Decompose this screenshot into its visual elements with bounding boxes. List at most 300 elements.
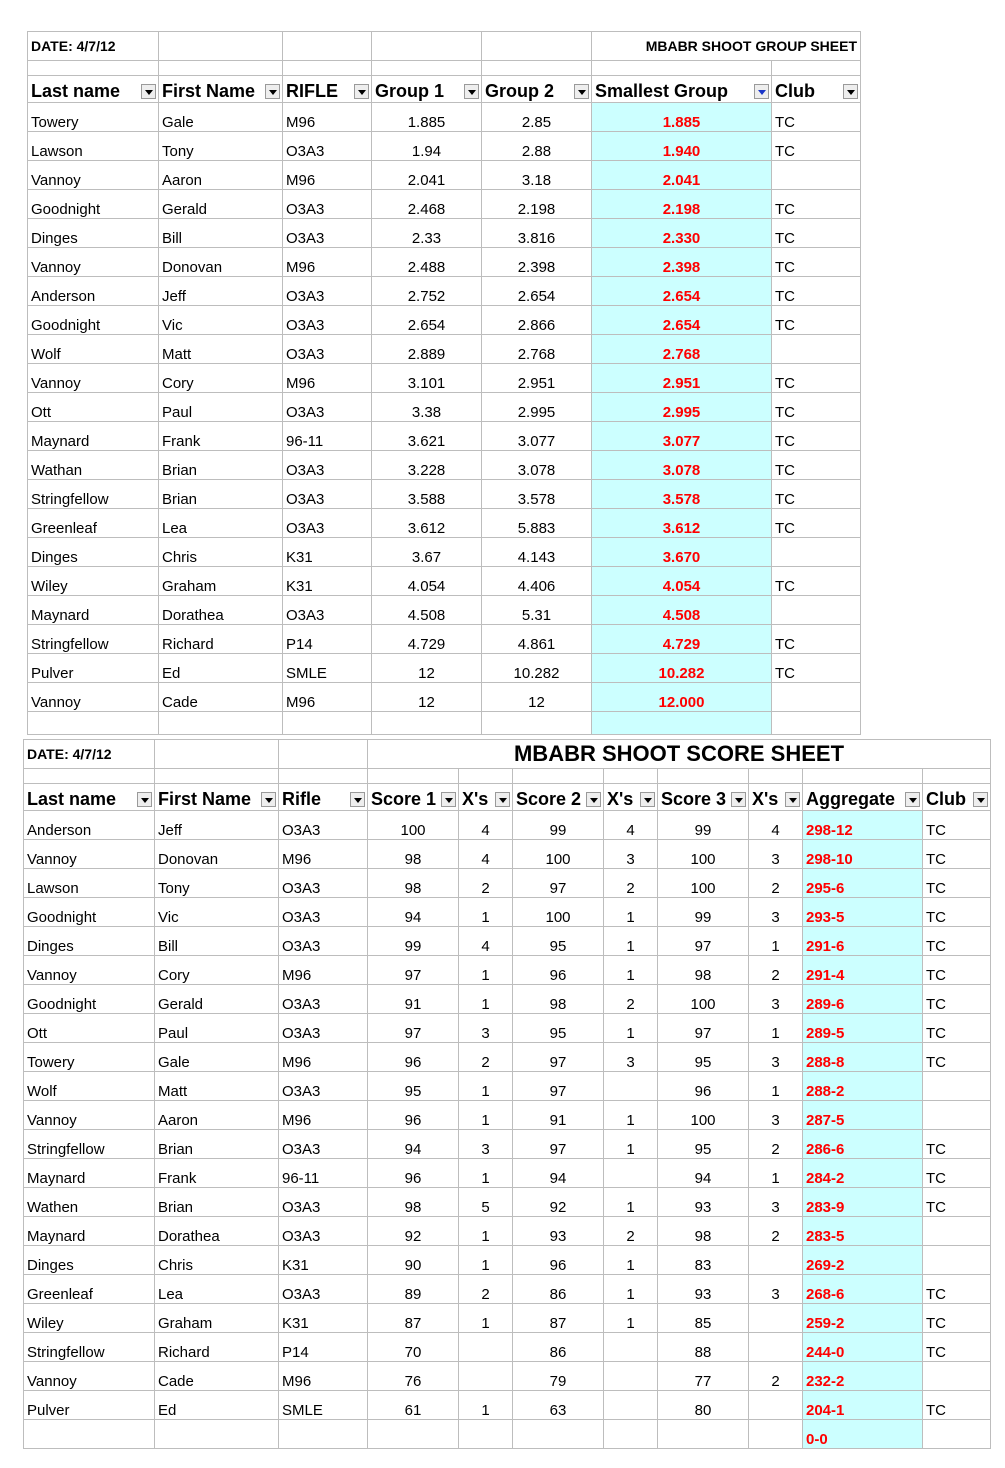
table-cell[interactable]: Bill	[159, 219, 283, 248]
table-cell[interactable]: 289-6	[803, 985, 923, 1014]
table-cell[interactable]: 2.866	[482, 306, 592, 335]
table-cell[interactable]: Maynard	[24, 1217, 155, 1246]
table-cell[interactable]: Vannoy	[28, 248, 159, 277]
table-cell[interactable]	[368, 1420, 459, 1449]
table-cell[interactable]: Greenleaf	[28, 509, 159, 538]
table-cell[interactable]: 99	[658, 898, 749, 927]
table-cell[interactable]: 1	[459, 956, 513, 985]
table-cell[interactable]: TC	[772, 509, 861, 538]
filter-dropdown-icon[interactable]	[265, 84, 280, 99]
table-cell[interactable]: Paul	[155, 1014, 279, 1043]
table-cell[interactable]: 295-6	[803, 869, 923, 898]
table-cell[interactable]	[772, 683, 861, 712]
table-cell[interactable]: 95	[513, 927, 604, 956]
table-cell[interactable]: 2.995	[592, 393, 772, 422]
table-cell[interactable]: Dorathea	[155, 1217, 279, 1246]
table-cell[interactable]: TC	[923, 869, 991, 898]
table-cell[interactable]: Maynard	[28, 422, 159, 451]
table-cell[interactable]: 3	[749, 1043, 803, 1072]
table-cell[interactable]: 2.330	[592, 219, 772, 248]
table-cell[interactable]: 99	[368, 927, 459, 956]
table-cell[interactable]: 2.33	[372, 219, 482, 248]
table-cell[interactable]: Vic	[159, 306, 283, 335]
table-cell[interactable]: M96	[283, 248, 372, 277]
table-cell[interactable]: 3.18	[482, 161, 592, 190]
table-cell[interactable]: Dinges	[28, 538, 159, 567]
table-cell[interactable]	[749, 1304, 803, 1333]
table-cell[interactable]: 10.282	[482, 654, 592, 683]
table-cell[interactable]: TC	[923, 1159, 991, 1188]
table-cell[interactable]: 2.85	[482, 103, 592, 132]
table-cell[interactable]: O3A3	[279, 1072, 368, 1101]
table-cell[interactable]	[459, 1333, 513, 1362]
table-cell[interactable]: 3	[749, 840, 803, 869]
table-cell[interactable]: 3.078	[482, 451, 592, 480]
table-cell[interactable]: TC	[923, 811, 991, 840]
table-cell[interactable]: 3	[749, 1101, 803, 1130]
table-cell[interactable]: Tony	[159, 132, 283, 161]
table-cell[interactable]: Wiley	[28, 567, 159, 596]
table-cell[interactable]: 3.38	[372, 393, 482, 422]
table-cell[interactable]: 1	[749, 1072, 803, 1101]
table-cell[interactable]: 204-1	[803, 1391, 923, 1420]
table-cell[interactable]: Graham	[155, 1304, 279, 1333]
table-cell[interactable]: 3	[749, 985, 803, 1014]
table-cell[interactable]: O3A3	[283, 451, 372, 480]
table-cell[interactable]: Cade	[155, 1362, 279, 1391]
table-cell[interactable]: TC	[772, 393, 861, 422]
table-cell[interactable]: M96	[279, 1043, 368, 1072]
filter-dropdown-icon[interactable]	[261, 792, 276, 807]
table-cell[interactable]: 97	[513, 1072, 604, 1101]
table-cell[interactable]: 3	[459, 1014, 513, 1043]
table-cell[interactable]: TC	[772, 567, 861, 596]
table-cell[interactable]: 3.816	[482, 219, 592, 248]
table-cell[interactable]: 70	[368, 1333, 459, 1362]
table-cell[interactable]: 291-6	[803, 927, 923, 956]
table-cell[interactable]: 3.621	[372, 422, 482, 451]
table-cell[interactable]: 2.041	[592, 161, 772, 190]
table-cell[interactable]: O3A3	[283, 393, 372, 422]
table-cell[interactable]: 268-6	[803, 1275, 923, 1304]
table-cell[interactable]: TC	[772, 451, 861, 480]
table-cell[interactable]: Chris	[155, 1246, 279, 1275]
table-cell[interactable]: Greenleaf	[24, 1275, 155, 1304]
table-cell[interactable]: O3A3	[283, 306, 372, 335]
table-cell[interactable]: 95	[513, 1014, 604, 1043]
table-cell[interactable]: O3A3	[279, 1275, 368, 1304]
table-cell[interactable]: Lawson	[24, 869, 155, 898]
table-cell[interactable]: 77	[658, 1362, 749, 1391]
table-cell[interactable]: O3A3	[279, 898, 368, 927]
table-cell[interactable]: 97	[513, 1130, 604, 1159]
table-cell[interactable]: O3A3	[283, 277, 372, 306]
table-cell[interactable]: Vannoy	[24, 840, 155, 869]
table-cell[interactable]: 4	[604, 811, 658, 840]
table-cell[interactable]: 2.654	[592, 306, 772, 335]
table-cell[interactable]: K31	[279, 1304, 368, 1333]
table-cell[interactable]: Brian	[159, 480, 283, 509]
table-cell[interactable]: TC	[772, 219, 861, 248]
table-cell[interactable]: 94	[368, 1130, 459, 1159]
table-cell[interactable]: 2	[749, 1217, 803, 1246]
table-cell[interactable]: 96	[513, 1246, 604, 1275]
table-cell[interactable]: 93	[513, 1217, 604, 1246]
table-cell[interactable]: Goodnight	[24, 898, 155, 927]
table-cell[interactable]: Pulver	[24, 1391, 155, 1420]
table-cell[interactable]: TC	[923, 1188, 991, 1217]
table-cell[interactable]: TC	[772, 248, 861, 277]
table-cell[interactable]: Stringfellow	[24, 1130, 155, 1159]
table-cell[interactable]: O3A3	[279, 1014, 368, 1043]
table-cell[interactable]: 98	[368, 869, 459, 898]
table-cell[interactable]: 97	[658, 927, 749, 956]
table-cell[interactable]	[604, 1072, 658, 1101]
table-cell[interactable]: 287-5	[803, 1101, 923, 1130]
table-cell[interactable]: 289-5	[803, 1014, 923, 1043]
table-cell[interactable]: 2	[604, 1217, 658, 1246]
table-cell[interactable]: 98	[658, 956, 749, 985]
table-cell[interactable]: 2.198	[482, 190, 592, 219]
table-cell[interactable]: 98	[368, 1188, 459, 1217]
table-cell[interactable]	[372, 712, 482, 735]
table-cell[interactable]: Chris	[159, 538, 283, 567]
table-cell[interactable]: 1	[459, 1246, 513, 1275]
table-cell[interactable]: P14	[283, 625, 372, 654]
table-cell[interactable]: 10.282	[592, 654, 772, 683]
filter-dropdown-icon[interactable]	[137, 792, 152, 807]
table-cell[interactable]: 4	[459, 840, 513, 869]
table-cell[interactable]	[749, 1333, 803, 1362]
table-cell[interactable]: 269-2	[803, 1246, 923, 1275]
table-cell[interactable]: 2	[749, 1362, 803, 1391]
table-cell[interactable]: O3A3	[283, 132, 372, 161]
table-cell[interactable]	[604, 1159, 658, 1188]
table-cell[interactable]: TC	[923, 1304, 991, 1333]
table-cell[interactable]: 1	[604, 898, 658, 927]
table-cell[interactable]: 1	[604, 1101, 658, 1130]
table-cell[interactable]: O3A3	[283, 480, 372, 509]
filter-dropdown-icon[interactable]	[464, 84, 479, 99]
table-cell[interactable]	[772, 335, 861, 364]
table-cell[interactable]: 4	[749, 811, 803, 840]
table-cell[interactable]: 97	[513, 869, 604, 898]
table-cell[interactable]	[459, 1420, 513, 1449]
table-cell[interactable]: M96	[279, 1362, 368, 1391]
table-cell[interactable]: 1	[459, 898, 513, 927]
table-cell[interactable]: 2.768	[592, 335, 772, 364]
table-cell[interactable]: 100	[658, 985, 749, 1014]
table-cell[interactable]: Vannoy	[28, 683, 159, 712]
table-cell[interactable]	[923, 1420, 991, 1449]
table-cell[interactable]: 244-0	[803, 1333, 923, 1362]
table-cell[interactable]: 96	[368, 1043, 459, 1072]
table-cell[interactable]: 4.508	[372, 596, 482, 625]
table-cell[interactable]: Gerald	[159, 190, 283, 219]
table-cell[interactable]: 283-5	[803, 1217, 923, 1246]
table-cell[interactable]: 95	[658, 1130, 749, 1159]
table-cell[interactable]: 94	[368, 898, 459, 927]
table-cell[interactable]	[155, 1420, 279, 1449]
table-cell[interactable]: 2	[459, 869, 513, 898]
table-cell[interactable]	[772, 538, 861, 567]
table-cell[interactable]: 97	[658, 1014, 749, 1043]
table-cell[interactable]: 3.67	[372, 538, 482, 567]
table-cell[interactable]: 2.654	[482, 277, 592, 306]
table-cell[interactable]: 91	[513, 1101, 604, 1130]
table-cell[interactable]: O3A3	[279, 1217, 368, 1246]
table-cell[interactable]	[749, 1246, 803, 1275]
table-cell[interactable]: Richard	[155, 1333, 279, 1362]
table-cell[interactable]: SMLE	[279, 1391, 368, 1420]
table-cell[interactable]: 2.654	[592, 277, 772, 306]
table-cell[interactable]	[513, 1420, 604, 1449]
table-cell[interactable]: 4.508	[592, 596, 772, 625]
filter-dropdown-icon[interactable]	[574, 84, 589, 99]
table-cell[interactable]: 5.31	[482, 596, 592, 625]
filter-dropdown-icon[interactable]	[495, 792, 510, 807]
table-cell[interactable]: 1	[459, 1159, 513, 1188]
table-cell[interactable]: K31	[279, 1246, 368, 1275]
table-cell[interactable]: 1	[749, 1159, 803, 1188]
table-cell[interactable]: Cory	[159, 364, 283, 393]
table-cell[interactable]: 2.889	[372, 335, 482, 364]
table-cell[interactable]: Brian	[155, 1188, 279, 1217]
table-cell[interactable]: Tony	[155, 869, 279, 898]
table-cell[interactable]: TC	[923, 898, 991, 927]
table-cell[interactable]: 1	[459, 1072, 513, 1101]
table-cell[interactable]: 12	[372, 683, 482, 712]
table-cell[interactable]: 99	[513, 811, 604, 840]
table-cell[interactable]: Donovan	[159, 248, 283, 277]
table-cell[interactable]: 1	[604, 1246, 658, 1275]
table-cell[interactable]	[749, 1391, 803, 1420]
table-cell[interactable]: 98	[513, 985, 604, 1014]
table-cell[interactable]: Cade	[159, 683, 283, 712]
table-cell[interactable]: 3	[749, 1275, 803, 1304]
table-cell[interactable]: 5.883	[482, 509, 592, 538]
table-cell[interactable]: 1	[604, 1304, 658, 1333]
filter-dropdown-icon[interactable]	[586, 792, 601, 807]
table-cell[interactable]: 12.000	[592, 683, 772, 712]
table-cell[interactable]: Anderson	[28, 277, 159, 306]
table-cell[interactable]: 93	[658, 1188, 749, 1217]
table-cell[interactable]: M96	[283, 161, 372, 190]
table-cell[interactable]	[923, 1217, 991, 1246]
table-cell[interactable]: Lawson	[28, 132, 159, 161]
table-cell[interactable]: 92	[513, 1188, 604, 1217]
table-cell[interactable]: TC	[923, 927, 991, 956]
table-cell[interactable]: 1.885	[372, 103, 482, 132]
table-cell[interactable]: 2.951	[482, 364, 592, 393]
table-cell[interactable]: Paul	[159, 393, 283, 422]
table-cell[interactable]: Brian	[155, 1130, 279, 1159]
table-cell[interactable]: Jeff	[155, 811, 279, 840]
table-cell[interactable]: Ed	[159, 654, 283, 683]
table-cell[interactable]: 4.729	[592, 625, 772, 654]
table-cell[interactable]: 3.670	[592, 538, 772, 567]
table-cell[interactable]: O3A3	[279, 869, 368, 898]
table-cell[interactable]: TC	[923, 1333, 991, 1362]
table-cell[interactable]: 95	[368, 1072, 459, 1101]
table-cell[interactable]: 2.88	[482, 132, 592, 161]
table-cell[interactable]: 12	[372, 654, 482, 683]
table-cell[interactable]: 61	[368, 1391, 459, 1420]
table-cell[interactable]: Richard	[159, 625, 283, 654]
table-cell[interactable]: 96	[658, 1072, 749, 1101]
table-cell[interactable]: TC	[772, 625, 861, 654]
table-cell[interactable]: 96	[513, 956, 604, 985]
table-cell[interactable]: TC	[923, 1275, 991, 1304]
table-cell[interactable]: K31	[283, 567, 372, 596]
table-cell[interactable]: Wiley	[24, 1304, 155, 1333]
table-cell[interactable]: 3.077	[482, 422, 592, 451]
table-cell[interactable]: Towery	[28, 103, 159, 132]
table-cell[interactable]: TC	[923, 956, 991, 985]
table-cell[interactable]: 3	[749, 1188, 803, 1217]
table-cell[interactable]	[923, 1362, 991, 1391]
table-cell[interactable]: 96	[368, 1159, 459, 1188]
table-cell[interactable]: Bill	[155, 927, 279, 956]
table-cell[interactable]: 1	[749, 927, 803, 956]
table-cell[interactable]: 2	[459, 1043, 513, 1072]
filter-dropdown-icon[interactable]	[785, 792, 800, 807]
table-cell[interactable]: TC	[772, 364, 861, 393]
table-cell[interactable]: 4	[459, 811, 513, 840]
table-cell[interactable]: 63	[513, 1391, 604, 1420]
table-cell[interactable]: TC	[923, 1043, 991, 1072]
table-cell[interactable]: 232-2	[803, 1362, 923, 1391]
table-cell[interactable]: 0-0	[803, 1420, 923, 1449]
table-cell[interactable]: 97	[513, 1043, 604, 1072]
table-cell[interactable]: 87	[368, 1304, 459, 1333]
table-cell[interactable]: Graham	[159, 567, 283, 596]
table-cell[interactable]: 298-12	[803, 811, 923, 840]
table-cell[interactable]: O3A3	[279, 985, 368, 1014]
table-cell[interactable]: Frank	[155, 1159, 279, 1188]
table-cell[interactable]: Wolf	[24, 1072, 155, 1101]
table-cell[interactable]	[28, 712, 159, 735]
table-cell[interactable]	[459, 1362, 513, 1391]
table-cell[interactable]: Anderson	[24, 811, 155, 840]
table-cell[interactable]: Vic	[155, 898, 279, 927]
table-cell[interactable]: 90	[368, 1246, 459, 1275]
table-cell[interactable]: 259-2	[803, 1304, 923, 1333]
table-cell[interactable]: 3.578	[592, 480, 772, 509]
table-cell[interactable]: 83	[658, 1246, 749, 1275]
table-cell[interactable]: 100	[658, 1101, 749, 1130]
table-cell[interactable]: 3.612	[592, 509, 772, 538]
table-cell[interactable]: Towery	[24, 1043, 155, 1072]
table-cell[interactable]: 91	[368, 985, 459, 1014]
table-cell[interactable]: 1	[604, 1275, 658, 1304]
table-cell[interactable]: O3A3	[283, 335, 372, 364]
table-cell[interactable]: 3.588	[372, 480, 482, 509]
table-cell[interactable]	[604, 1333, 658, 1362]
table-cell[interactable]: Maynard	[24, 1159, 155, 1188]
table-cell[interactable]: Gerald	[155, 985, 279, 1014]
table-cell[interactable]: 3	[604, 1043, 658, 1072]
filter-dropdown-icon[interactable]	[350, 792, 365, 807]
table-cell[interactable]: 4.054	[372, 567, 482, 596]
table-cell[interactable]	[482, 712, 592, 735]
table-cell[interactable]: 94	[658, 1159, 749, 1188]
table-cell[interactable]	[24, 1420, 155, 1449]
table-cell[interactable]: 1	[459, 1101, 513, 1130]
table-cell[interactable]: 2	[749, 1130, 803, 1159]
table-cell[interactable]	[923, 1101, 991, 1130]
table-cell[interactable]: 4.143	[482, 538, 592, 567]
table-cell[interactable]: 87	[513, 1304, 604, 1333]
table-cell[interactable]: Wathan	[28, 451, 159, 480]
table-cell[interactable]: TC	[772, 103, 861, 132]
table-cell[interactable]: Aaron	[159, 161, 283, 190]
table-cell[interactable]: 284-2	[803, 1159, 923, 1188]
table-cell[interactable]: Donovan	[155, 840, 279, 869]
table-cell[interactable]: 1	[604, 927, 658, 956]
table-cell[interactable]: M96	[279, 956, 368, 985]
table-cell[interactable]: Dorathea	[159, 596, 283, 625]
table-cell[interactable]: TC	[923, 840, 991, 869]
table-cell[interactable]: 2.041	[372, 161, 482, 190]
table-cell[interactable]: 98	[368, 840, 459, 869]
table-cell[interactable]	[604, 1391, 658, 1420]
table-cell[interactable]: O3A3	[279, 811, 368, 840]
table-cell[interactable]: Dinges	[24, 927, 155, 956]
table-cell[interactable]: 298-10	[803, 840, 923, 869]
table-cell[interactable]	[159, 712, 283, 735]
table-cell[interactable]: 96	[368, 1101, 459, 1130]
table-cell[interactable]: 98	[658, 1217, 749, 1246]
table-cell[interactable]: 92	[368, 1217, 459, 1246]
table-cell[interactable]: TC	[772, 306, 861, 335]
table-cell[interactable]: 4.054	[592, 567, 772, 596]
table-cell[interactable]: Vannoy	[28, 364, 159, 393]
table-cell[interactable]: Lea	[159, 509, 283, 538]
table-cell[interactable]	[592, 712, 772, 735]
table-cell[interactable]: Ott	[24, 1014, 155, 1043]
table-cell[interactable]: 86	[513, 1275, 604, 1304]
table-cell[interactable]: O3A3	[283, 509, 372, 538]
table-cell[interactable]: 1.885	[592, 103, 772, 132]
table-cell[interactable]: 4.406	[482, 567, 592, 596]
table-cell[interactable]: 2.768	[482, 335, 592, 364]
table-cell[interactable]	[772, 596, 861, 625]
table-cell[interactable]: 97	[368, 956, 459, 985]
table-cell[interactable]	[923, 1246, 991, 1275]
table-cell[interactable]: Goodnight	[28, 190, 159, 219]
table-cell[interactable]: 3	[604, 840, 658, 869]
table-cell[interactable]: 3	[749, 898, 803, 927]
table-cell[interactable]: 3.228	[372, 451, 482, 480]
table-cell[interactable]: TC	[923, 1014, 991, 1043]
table-cell[interactable]: 100	[513, 898, 604, 927]
table-cell[interactable]: O3A3	[283, 190, 372, 219]
table-cell[interactable]: Goodnight	[28, 306, 159, 335]
table-cell[interactable]: O3A3	[279, 1130, 368, 1159]
table-cell[interactable]: TC	[772, 190, 861, 219]
table-cell[interactable]: Goodnight	[24, 985, 155, 1014]
table-cell[interactable]: 2.488	[372, 248, 482, 277]
table-cell[interactable]: 94	[513, 1159, 604, 1188]
table-cell[interactable]	[283, 712, 372, 735]
table-cell[interactable]: 93	[658, 1275, 749, 1304]
table-cell[interactable]: Ott	[28, 393, 159, 422]
table-cell[interactable]: 288-8	[803, 1043, 923, 1072]
table-cell[interactable]: Wathen	[24, 1188, 155, 1217]
table-cell[interactable]: 88	[658, 1333, 749, 1362]
table-cell[interactable]: Jeff	[159, 277, 283, 306]
